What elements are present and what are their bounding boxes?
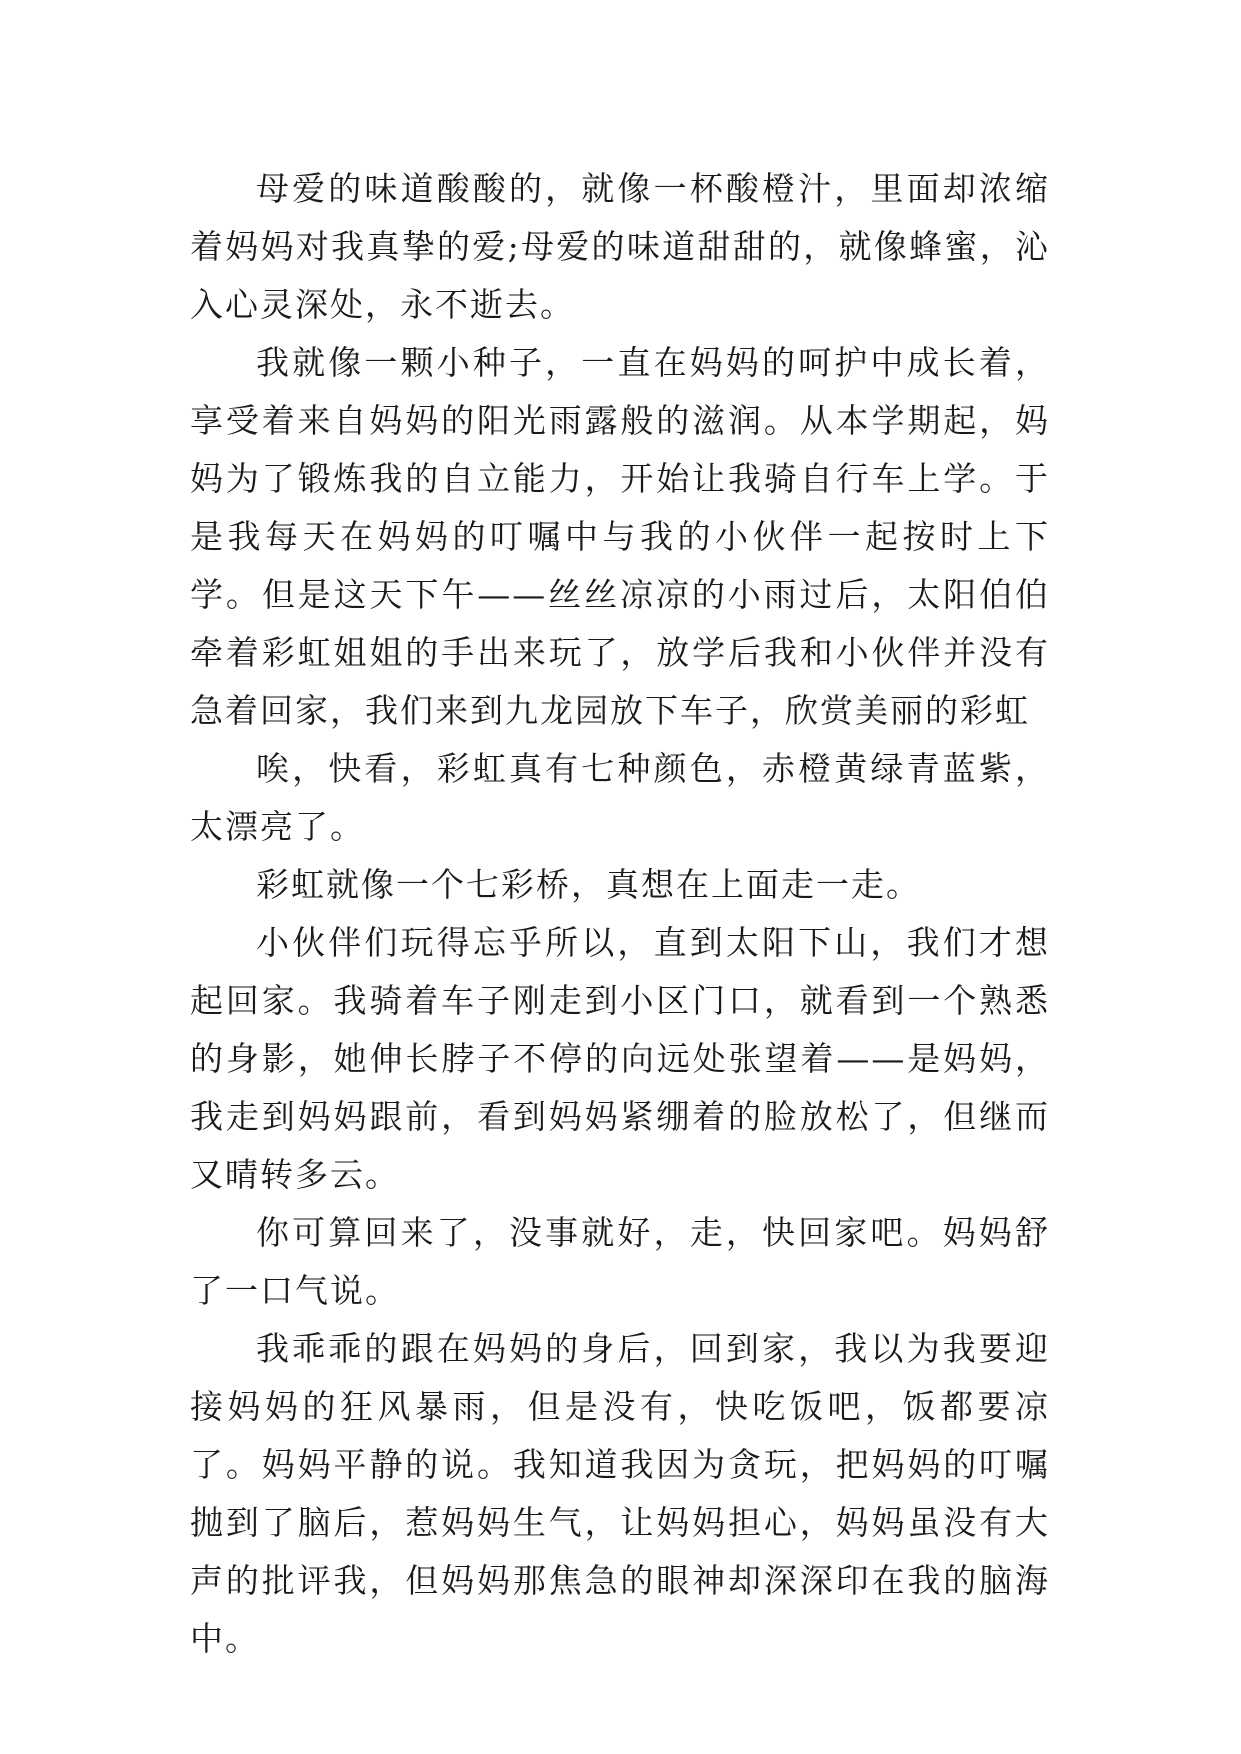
paragraph: 我乖乖的跟在妈妈的身后，回到家，我以为我要迎接妈妈的狂风暴雨，但是没有，快吃饭吧，饭都要凉了。妈妈平静的说。我知道我因为贪玩，把妈妈的叮嘱抛到了脑后，惹妈妈生气，让妈妈担心，妈妈虽没有大声的批评我，但妈妈那焦急的眼神却深深印在我的脑海中。	[190, 1329, 1050, 1658]
paragraph: 我就像一颗小种子，一直在妈妈的呵护中成长着，享受着来自妈妈的阳光雨露般的滋润。从本学期起，妈妈为了锻炼我的自立能力，开始让我骑自行车上学。于是我每天在妈妈的叮嘱中与我的小伙伴一起按时上下学。但是这天下午——丝丝凉凉的小雨过后，太阳伯伯牵着彩虹姐姐的手出来玩了，放学后我和小伙伴并没有急着回家，我们来到九龙园放下车子，欣赏美丽的彩虹	[190, 343, 1050, 730]
paragraph: 你可算回来了，没事就好，走，快回家吧。妈妈舒了一口气说。	[190, 1213, 1050, 1310]
paragraph: 彩虹就像一个七彩桥，真想在上面走一走。	[256, 865, 921, 904]
paragraph: 唉，快看，彩虹真有七种颜色，赤橙黄绿青蓝紫，太漂亮了。	[190, 749, 1050, 846]
paragraph: 小伙伴们玩得忘乎所以，直到太阳下山，我们才想起回家。我骑着车子刚走到小区门口，就看到一个熟悉的身影，她伸长脖子不停的向远处张望着——是妈妈，我走到妈妈跟前，看到妈妈紧绷着的脸放松了，但继而又晴转多云。	[190, 923, 1050, 1194]
document-body	[190, 160, 1050, 1668]
paragraph: 母爱的味道酸酸的，就像一杯酸橙汁，里面却浓缩着妈妈对我真挚的爱;母爱的味道甜甜的，就像蜂蜜，沁入心灵深处，永不逝去。	[190, 169, 1050, 324]
